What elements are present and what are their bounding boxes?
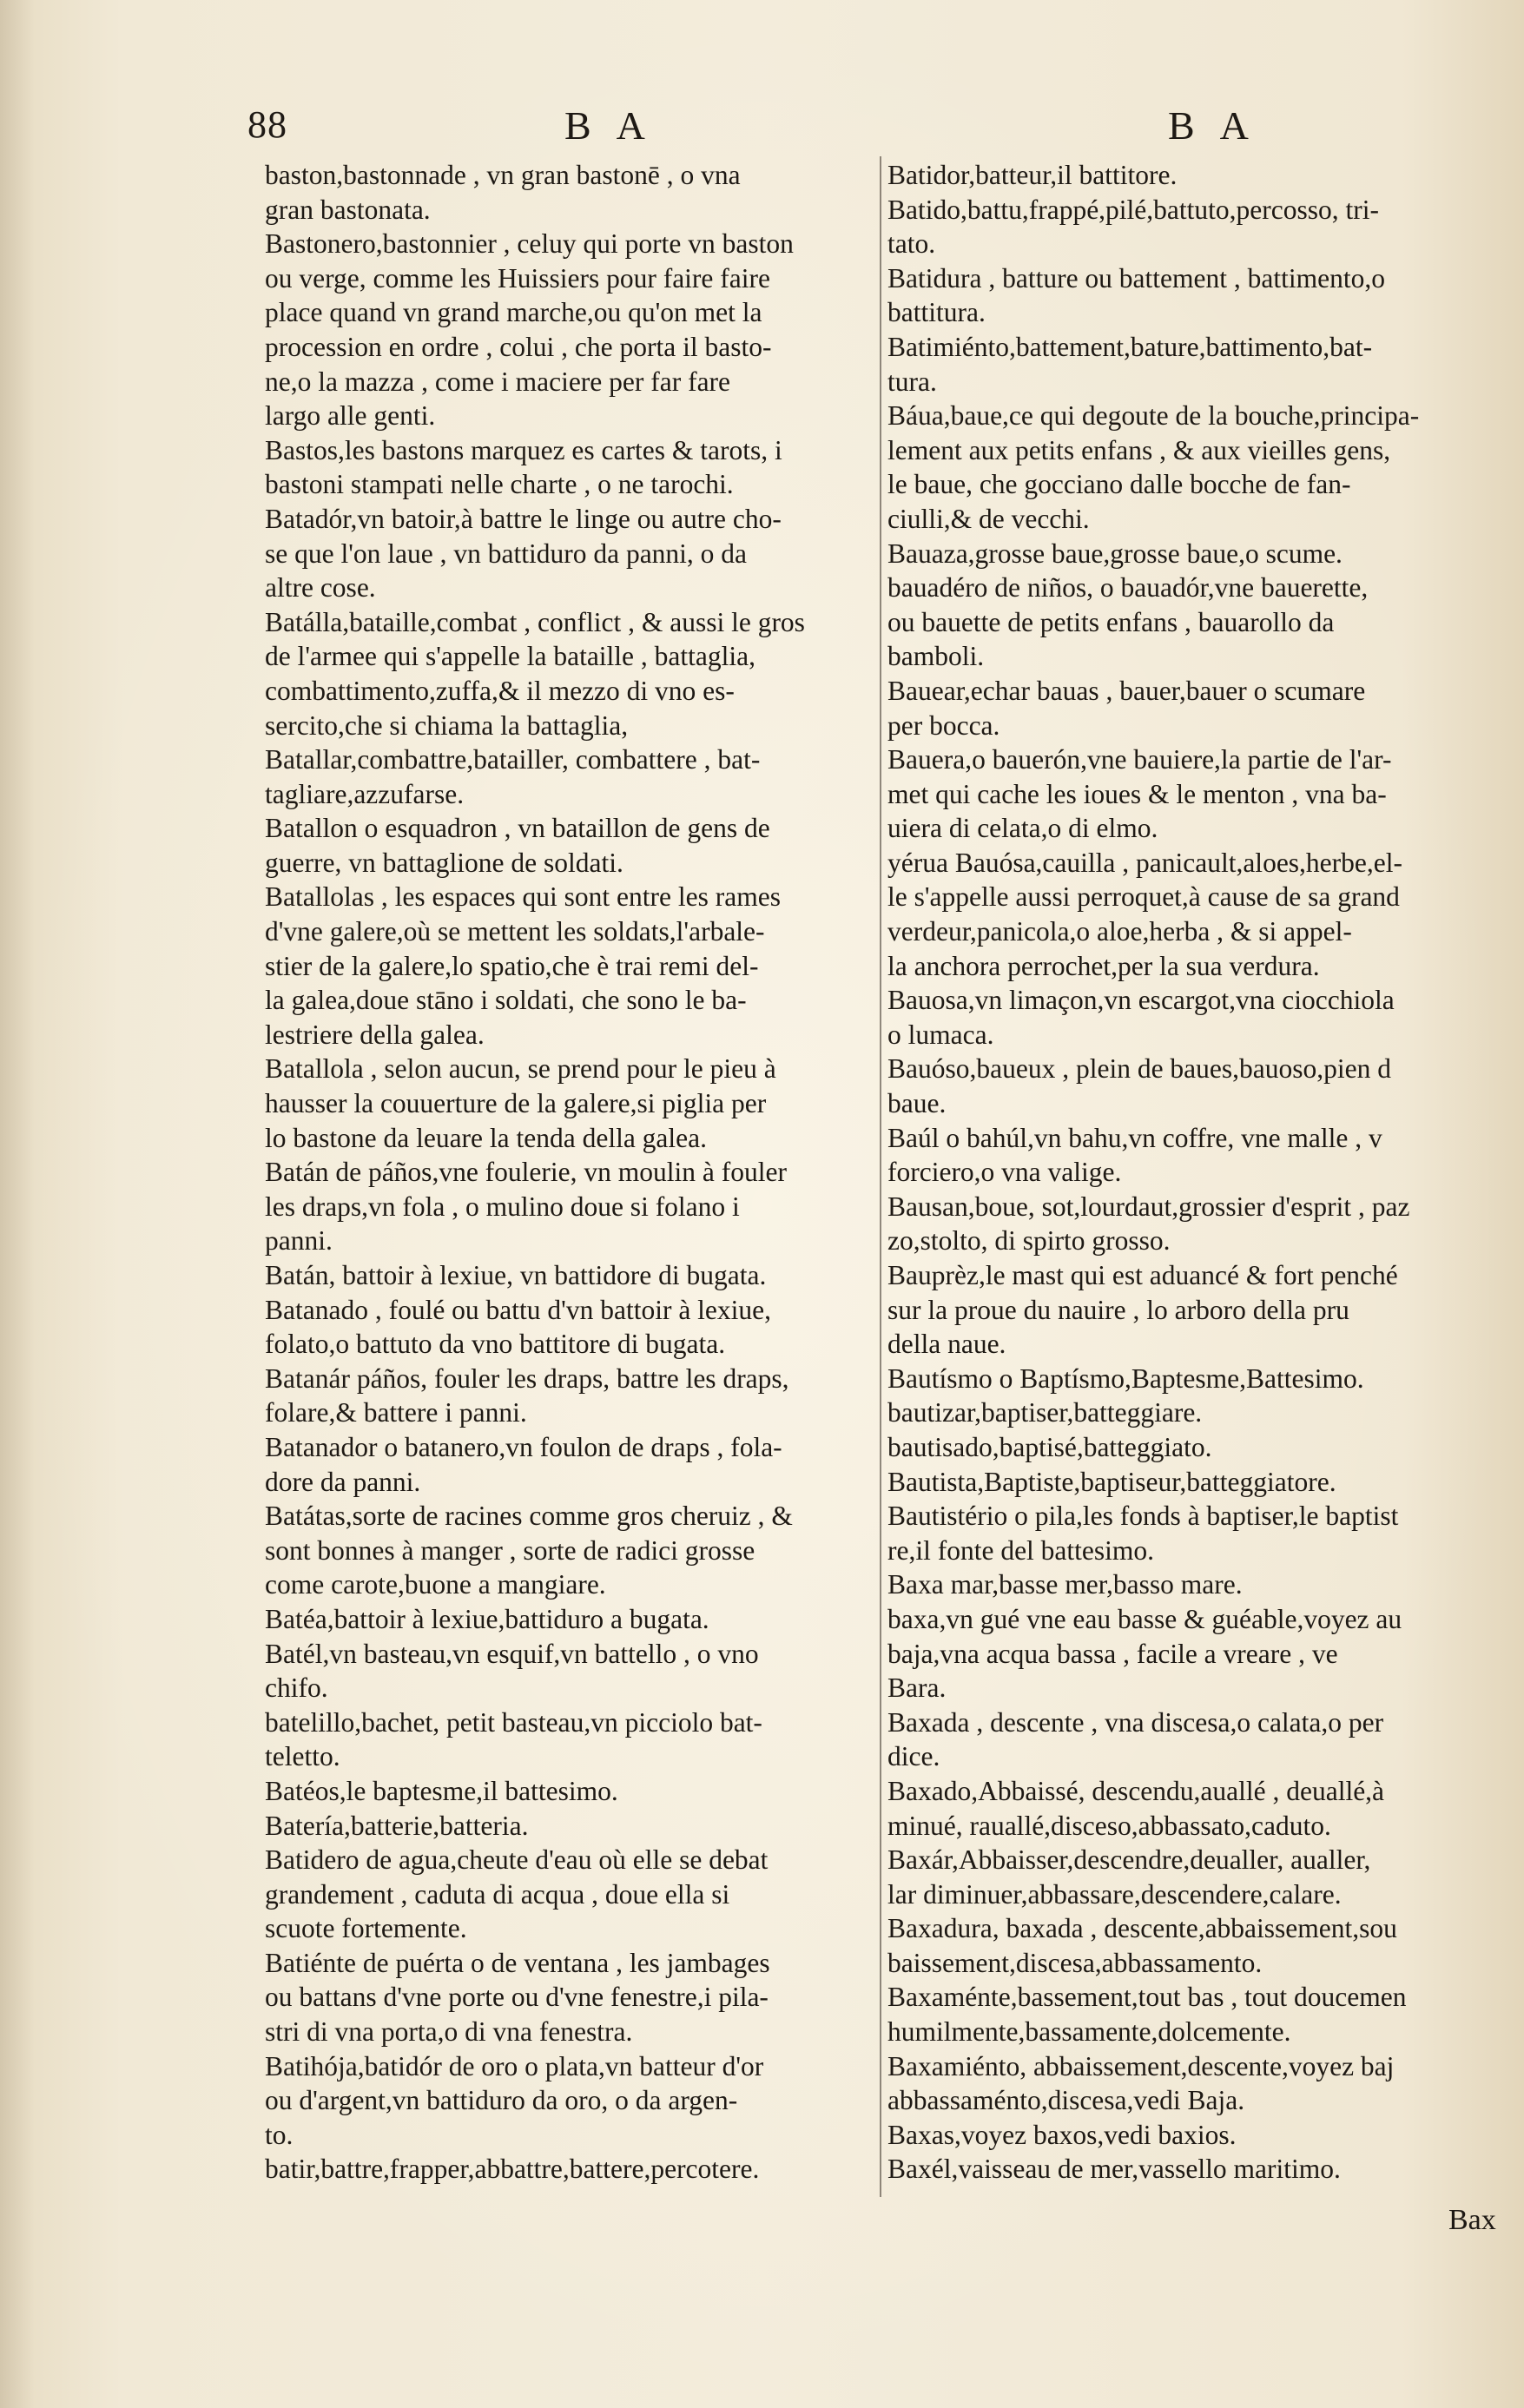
text-line: se que l'on laue , vn battiduro da panni, o da [265, 538, 748, 569]
text-line: ne,o la mazza , come i maciere per far fare [265, 366, 731, 397]
text-line: Bastos,les bastons marquez es cartes & tarots, i [265, 434, 782, 465]
text-line: le s'appelle aussi perroquet,à cause de sa grand [887, 881, 1400, 913]
page-gutter-shadow [0, 0, 35, 2408]
text-line: tura. [887, 366, 937, 397]
column-divider [880, 156, 881, 2197]
text-line: folato,o battuto da vno battitore di bugata. [265, 1329, 726, 1360]
text-line: Batallar,combattre,batailler, combattere , bat- [265, 744, 761, 775]
text-line: bauadéro de niños, o bauadór,vne bauerette, [887, 572, 1369, 604]
text-line: Baxamiénto, abbaissement,descente,voyez baj [887, 2050, 1395, 2081]
text-line: d'vne galere,où se mettent les soldats,l'arbale- [265, 916, 765, 947]
text-line: lar diminuer,abbassare,descendere,calare. [887, 1878, 1342, 1910]
text-line: folare,& battere i panni. [265, 1397, 527, 1428]
text-line: yérua Bauósa,cauilla , panicault,aloes,herbe,el- [887, 847, 1402, 878]
text-line: lo bastone da leuare la tenda della galea. [265, 1122, 707, 1153]
text-line: teletto. [265, 1741, 340, 1772]
text-line: place quand vn grand marche,ou qu'on met la [265, 297, 762, 328]
text-line: Batería,batterie,batteria. [265, 1810, 529, 1841]
text-line: re,il fonte del battesimo. [887, 1534, 1155, 1566]
text-line: sur la proue du nauire , lo arboro della pru [887, 1294, 1349, 1325]
text-line: les draps,vn fola , o mulino doue si folano i [265, 1191, 740, 1222]
left-column [265, 158, 877, 2187]
text-line: Batéa,battoir à lexiue,battiduro a bugata. [265, 1603, 709, 1634]
text-line: ou bauette de petits enfans , bauarollo da [887, 606, 1335, 637]
text-line: battitura. [887, 297, 986, 328]
text-line: Bauera,o bauerón,vne bauiere,la partie de l'ar- [887, 744, 1392, 775]
text-line: ou verge, comme les Huissiers pour faire faire [265, 262, 770, 294]
running-head-right: B A [1168, 103, 1257, 148]
text-line: tagliare,azzufarse. [265, 778, 465, 809]
text-line: ou battans d'vne porte ou d'vne fenestre,i pila- [265, 1982, 769, 2013]
text-line: largo alle genti. [265, 400, 436, 432]
text-line: Bastonero,bastonnier , celuy qui porte vn baston [265, 228, 794, 260]
text-line: lestriere della galea. [265, 1019, 485, 1050]
text-line: batelillo,bachet, petit basteau,vn picciolo bat- [265, 1706, 762, 1738]
text-line: baue. [887, 1088, 947, 1119]
text-line: tato. [887, 228, 936, 260]
text-line: hausser la couuerture de la galere,si piglia per [265, 1088, 767, 1119]
text-line: Batán, battoir à lexiue, vn battidore di bugata. [265, 1260, 767, 1290]
text-line: scuote fortemente. [265, 1913, 467, 1944]
text-line: humilmente,bassamente,dolcemente. [887, 2016, 1291, 2048]
text-line: Batátas,sorte de racines comme gros cheruiz , & [265, 1501, 793, 1532]
text-line: Baxaménte,bassement,tout bas , tout doucemen [887, 1982, 1407, 2013]
text-line: Batéos,le baptesme,il battesimo. [265, 1775, 618, 1806]
text-line: Bara. [887, 1672, 947, 1704]
text-line: Baxadura, baxada , descente,abbaissement,sou [887, 1913, 1397, 1944]
text-line: Batidero de agua,cheute d'eau où elle se debat [265, 1844, 769, 1876]
text-line: Báua,baue,ce qui degoute de la bouche,principa- [887, 400, 1420, 432]
text-line: batir,battre,frapper,abbattre,battere,percotere. [265, 2154, 760, 2185]
text-line: Batanár páños, fouler les draps, battre les draps, [265, 1362, 789, 1394]
text-line: uiera di celata,o di elmo. [887, 813, 1158, 844]
text-line: Batanador o batanero,vn foulon de draps , fola- [265, 1431, 782, 1462]
text-line: Batimiénto,battement,bature,battimento,bat- [887, 331, 1373, 362]
text-line: stri di vna porta,o di vna fenestra. [265, 2016, 633, 2048]
text-line: Bausan,boue, sot,lourdaut,grossier d'esprit , paz [887, 1191, 1410, 1222]
text-line: la galea,doue stāno i soldati, che sono le ba- [265, 985, 747, 1016]
text-line: Bautísmo o Baptísmo,Baptesme,Battesimo. [887, 1362, 1364, 1394]
text-line: de l'armee qui s'appelle la bataille , battaglia, [265, 641, 755, 672]
text-line: Batidura , batture ou battement , battimento,o [887, 262, 1385, 294]
text-line: Batálla,bataille,combat , conflict , & aussi le gros [265, 606, 805, 637]
text-line: Batallola , selon aucun, se prend pour le pieu à [265, 1053, 776, 1085]
text-line: combattimento,zuffa,& il mezzo di vno es- [265, 675, 735, 706]
text-line: grandement , caduta di acqua , doue ella si [265, 1878, 730, 1910]
text-line: Batiénte de puérta o de ventana , les jambages [265, 1947, 770, 1978]
text-line: Bauóso,baueux , plein de baues,bauoso,pien d [887, 1053, 1391, 1085]
text-line: Batanado , foulé ou battu d'vn battoir à lexiue, [265, 1294, 772, 1325]
text-line: Batallolas , les espaces qui sont entre les rames [265, 881, 781, 913]
text-line: Batél,vn basteau,vn esquif,vn battello , o vno [265, 1638, 759, 1669]
text-line: Bautista,Baptiste,baptiseur,batteggiatore. [887, 1466, 1336, 1497]
text-line: Batadór,vn batoir,à battre le linge ou autre cho- [265, 503, 782, 534]
text-line: Bautistério o pila,les fonds à baptiser,le baptist [887, 1501, 1399, 1532]
text-line: Batido,battu,frappé,pilé,battuto,percosso, tri- [887, 194, 1379, 225]
catchword: Bax [1448, 2204, 1496, 2236]
text-line: Baúl o bahúl,vn bahu,vn coffre, vne malle , v [887, 1122, 1382, 1153]
text-line: Bauear,echar bauas , bauer,bauer o scumare [887, 675, 1366, 706]
text-line: Bauosa,vn limaçon,vn escargot,vna ciocchiola [887, 985, 1395, 1016]
text-line: dice. [887, 1741, 940, 1772]
text-line: gran bastonata. [265, 194, 431, 225]
running-header [0, 102, 1524, 155]
text-line: per bocca. [887, 709, 1000, 741]
text-line: stier de la galere,lo spatio,che è trai remi del- [265, 950, 759, 981]
text-line: Bauprèz,le mast qui est aduancé & fort penché [887, 1260, 1398, 1290]
text-line: Baxár,Abbaisser,descendre,deualler, aualler, [887, 1844, 1371, 1876]
text-line: guerre, vn battaglione de soldati. [265, 847, 623, 878]
text-line: Batihója,batidór de oro o plata,vn batteur d'or [265, 2050, 764, 2081]
text-line: lement aux petits enfans , & aux vieilles gens, [887, 434, 1391, 465]
text-line: to. [265, 2119, 294, 2150]
text-line: le baue, che gocciano dalle bocche de fan- [887, 469, 1351, 500]
text-line: della naue. [887, 1329, 1006, 1360]
text-line: ciulli,& de vecchi. [887, 503, 1090, 534]
text-line: altre cose. [265, 572, 376, 604]
text-line: forciero,o vna valige. [887, 1157, 1122, 1188]
text-line: Baxél,vaisseau de mer,vassello maritimo. [887, 2154, 1341, 2185]
text-line: bastoni stampati nelle charte , o ne tarochi. [265, 469, 734, 500]
text-line: Batidor,batteur,il battitore. [887, 160, 1178, 190]
text-line: panni. [265, 1225, 333, 1257]
text-line: Baxado,Abbaissé, descendu,auallé , deuallé,à [887, 1775, 1385, 1806]
text-line: Batallon o esquadron , vn bataillon de gens de [265, 813, 770, 844]
text-line: bautizar,baptiser,batteggiare. [887, 1397, 1203, 1428]
text-line: Baxada , descente , vna discesa,o calata,o per [887, 1706, 1384, 1738]
text-line: la anchora perrochet,per la sua verdura. [887, 950, 1320, 981]
text-line: sont bonnes à manger , sorte de radici grosse [265, 1534, 755, 1566]
text-line: baja,vna acqua bassa , facile a vreare , ve [887, 1638, 1338, 1669]
text-line: Bauaza,grosse baue,grosse baue,o scume. [887, 538, 1343, 569]
text-line: sercito,che si chiama la battaglia, [265, 709, 629, 741]
text-line: baxa,vn gué vne eau basse & guéable,voyez au [887, 1603, 1402, 1634]
text-line: dore da panni. [265, 1466, 421, 1497]
text-line: zo,stolto, di spirto grosso. [887, 1225, 1171, 1257]
text-line: o lumaca. [887, 1019, 994, 1050]
text-line: chifo. [265, 1672, 328, 1704]
text-line: verdeur,panicola,o aloe,herba , & si appel- [887, 916, 1352, 947]
text-line: met qui cache les ioues & le menton , vna ba- [887, 778, 1387, 809]
text-line: baissement,discesa,abbassamento. [887, 1947, 1263, 1978]
text-line: minué, rauallé,disceso,abbassato,caduto. [887, 1810, 1331, 1841]
text-line: Baxa mar,basse mer,basso mare. [887, 1569, 1243, 1600]
text-line: come carote,buone a mangiare. [265, 1569, 606, 1600]
running-head-left: B A [564, 103, 654, 148]
text-line: ou d'argent,vn battiduro da oro, o da argen- [265, 2085, 738, 2116]
text-line: bamboli. [887, 641, 985, 672]
text-line: Baxas,voyez baxos,vedi baxios. [887, 2119, 1237, 2150]
text-line: procession en ordre , colui , che porta il basto- [265, 331, 772, 362]
text-line: bautisado,baptisé,batteggiato. [887, 1431, 1212, 1462]
page-number: 88 [247, 103, 287, 146]
text-line: Batán de páños,vne foulerie, vn moulin à fouler [265, 1157, 787, 1188]
text-line: abbassaménto,discesa,vedi Baja. [887, 2085, 1245, 2116]
right-column [887, 158, 1521, 2187]
text-line: baston,bastonnade , vn gran bastonē , o vna [265, 160, 741, 190]
